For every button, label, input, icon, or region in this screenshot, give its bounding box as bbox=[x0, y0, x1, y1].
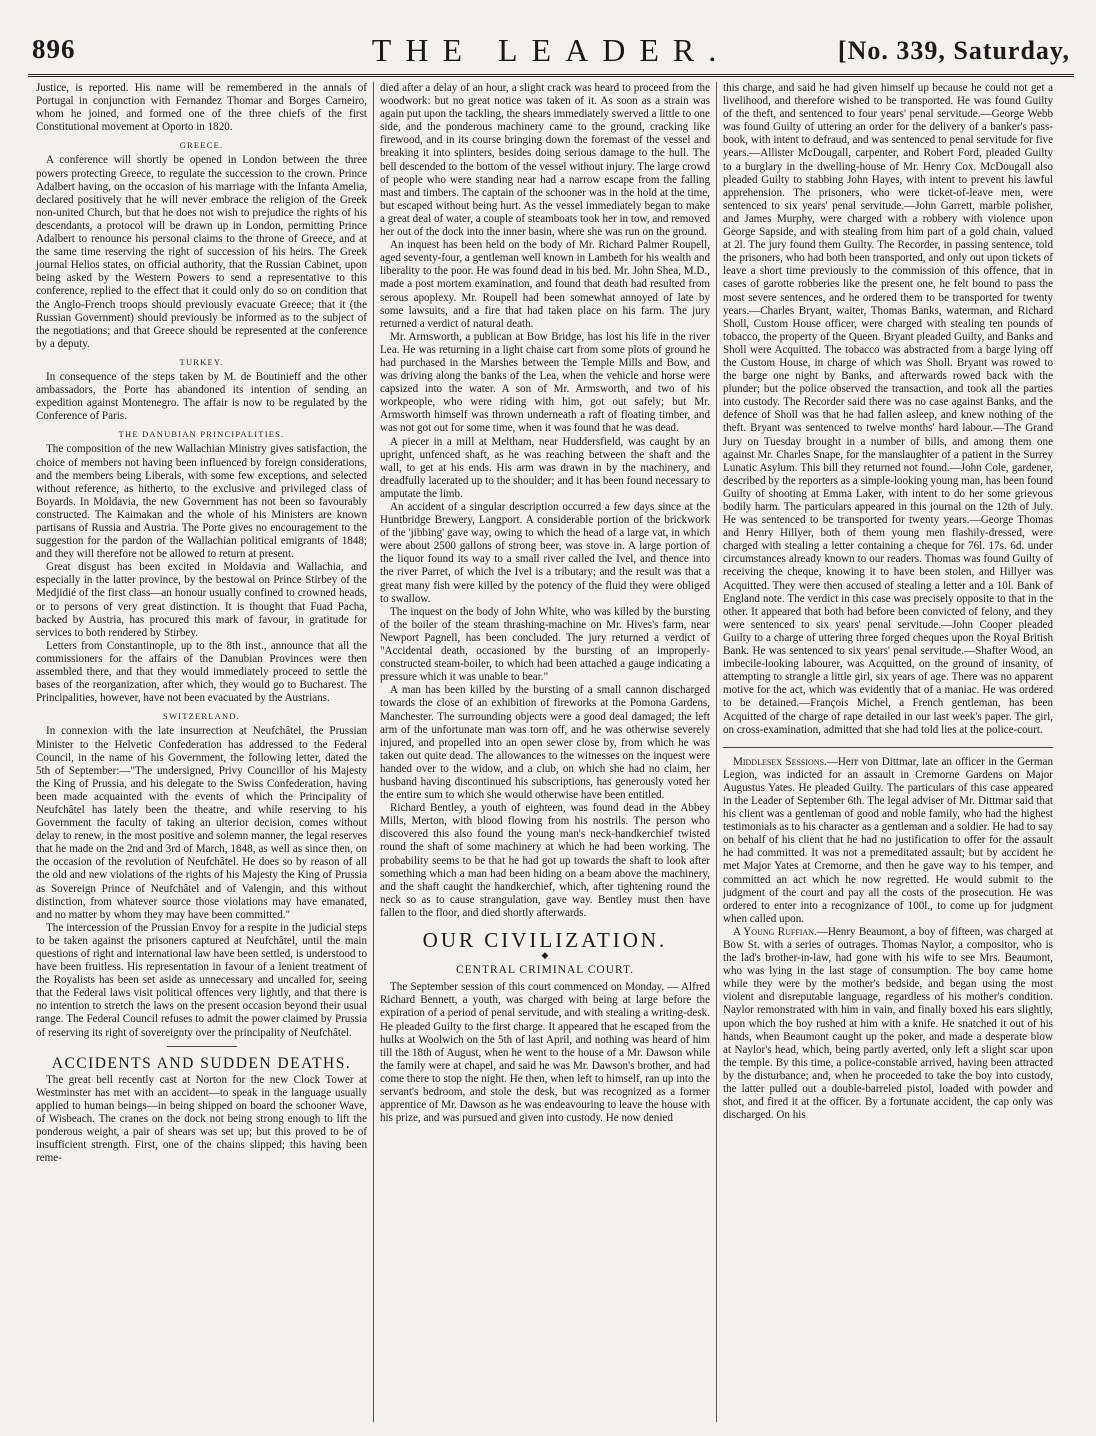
newspaper-title: THE LEADER. bbox=[371, 32, 731, 68]
paragraph-armsworth: Mr. Armsworth, a publican at Bow Bridge, has lost his life in the river Lea. He was returning in a light chaise cart from some plots of ground he had purchased in the Marshes between the Temple Mills and Bow, and was driving along the banks of the Lea, when the vehicle and horse were capsized into the water. A son of Mr. Armsworth, and two of his workpeople, who were riding with him, got out safely; but Mr. Armsworth himself was thrown underneath a raft of floating timber, and was not got out for some time, when it was found that he was dead. bbox=[380, 330, 710, 435]
column-3 bbox=[716, 82, 1059, 1422]
paragraph-white: The inquest on the body of John White, who was killed by the bursting of the boiler of the steam thrashing-machine on Mr. Hives's farm, near Newport Pagnell, has been concluded. The jury returned a verdict of "Accidental death, occasioned by the bursting of an improperly-constructed steam-boiler, to which had been attached a gauge indicating a pressure which it was unable to bear." bbox=[380, 605, 710, 684]
page-number: 896 bbox=[32, 34, 76, 64]
heading-turkey: TURKEY. bbox=[179, 356, 224, 367]
paragraph-bentley: Richard Bentley, a youth of eighteen, was found dead in the Abbey Mills, Merton, with blood flowing from his nostrils. The person who discovered this also found the young man's neck-handkerchief twisted round the shaft of some machinery at which he had been working. The probability seems to be that he had got up towards the shaft to look after something which a man had been hiding on a beam above the machinery, and the shaft caught the handkerchief, which, after tightening round the neck so as to cause strangulation, gave way. Bentley must then have fallen to the floor, and died shortly afterwards. bbox=[380, 802, 710, 919]
paragraph-danubian-3: Letters from Constantinople, up to the 8th inst., announce that all the commissioners for the affairs of the Danubian Provinces were then assembled there, and that they would immediately proceed to settle the bases of the reorganization, after which, they would go to Bucharest. The Principalities, however, have not been evacuated by the Austrians. bbox=[36, 639, 367, 705]
section-divider bbox=[167, 1046, 237, 1047]
heading-central-criminal-court: CENTRAL CRIMINAL COURT. bbox=[455, 964, 635, 977]
paragraph-bell: died after a delay of an hour, a slight crack was heard to proceed from the woodwork: but no great notice was taken of it. As soon as a strain was again put upon the tackling, the shears immediately swerved a little to one side, and the ponderous machinery came to the ground, cracking like firewood, and in its course bringing down the foremast of the vessel and breaking it into splinters, besides doing serious damage to the hull. The bell descended to the bottom of the vessel without injury. The large crowd of people who were standing near had a narrow escape from the falling mast and timbers. The captain of the schooner was in the hold at the time, but escaped without being hurt. As the vessel immediately began to make a great deal of water, a couple of steamboats took her in tow, and removed her out of the dock into the inner basin, where she was run on the ground. bbox=[380, 82, 710, 239]
paragraph-greece: A conference will shortly be opened in London between the three powers protecting Greece, to regulate the succession to the crown. Prince Adalbert having, on the occasion of his marriage with the Infanta Amelia, declared positively that he will never embrace the religion of the Greek non-united Church, but that he does not wish to prejudice the rights of his descendants, a protocol will be drawn up in London, permitting Prince Adalbert to renounce his personal claims to the throne of Greece, and at the same time reserving the right of succession of his heirs. The Greek journal Helios states, on official authority, that the Russian Cabinet, upon being asked by the Western Powers to send a representative to this conference, replied to the effect that it could only do so on condition that the Anglo-French troops should previously evacuate Greece; that it (the Russian Government) should previously be informed as to the subject of the negotiations; and that Greece should be represented at the conference by a deputy. bbox=[36, 154, 367, 350]
paragraph-turkey: In consequence of the steps taken by M. de Boutinieff and the other ambassadors, the Porte has abandoned its intention of sending an expedition against Montenegro. The affair is now to be regulated by the Conference of Paris. bbox=[36, 370, 367, 423]
paragraph-cannon: A man has been killed by the bursting of a small cannon discharged towards the close of an exhibition of fireworks at the Pomona Gardens, Manchester. The surrounding objects were a good deal damaged; the left arm of the unfortunate man was torn off, and he was otherwise severely injured, and propelled into an open sewer close by, from which he was taken out quite dead. The allowances to the witnesses on the inquest were handed over to the widow, and a club, on which she had no claim, her husband having discontinued his subscriptions, has generously voted her the entire sum to which she would otherwise have been entitled. bbox=[380, 684, 710, 802]
article-columns bbox=[30, 82, 1072, 1422]
paragraph-roupell: An inquest has been held on the body of Mr. Richard Palmer Roupell, aged seventy-four, a gentleman well known in Lambeth for his wealth and liberality to the poor. He was found dead in his bed. Mr. John Shea, M.D., made a post mortem examination, and found that death had resulted from serous apoplexy. Mr. Roupell had been somewhat annoyed of late by some lawsuits, and a fire that had taken place on his farm. The jury returned a verdict of natural death. bbox=[380, 239, 710, 330]
paragraph-court: The September session of this court commenced on Monday. — Alfred Richard Bennett, a youth, was charged with being at large before the expiration of a period of penal servitude, and with stealing a writing-desk. He pleaded Guilty to the first charge. It appeared that he escaped from the hulks at Woolwich on the 5th of last April, and nothing was heard of him till the 18th of August, when he went to the house of a Mr. Dawson while the family were at chapel, and said he was Mr. Dawson's brother, and had come there to stop the night. He then, when left to himself, ran up into the servant's bedroom, and stole the desk, but was recognized as a former apprentice of Mr. Dawson as he was endeavouring to leave the house with his prize, and was pursued and given into custody. He now denied bbox=[380, 981, 710, 1125]
paragraph-switzerland-2: The intercession of the Prussian Envoy for a respite in the judicial steps to be taken against the prisoners captured at Neufchâtel, until the main questions of right and international law have been settled, is understood to have been fruitless. His representation in favour of a lenient treatment of the Royalists has been set aside as unnecessary and uncalled for, seeing that the Federal laws visit political offences very lightly, and that there is no intention to stretch the laws on the present occasion beyond their usual range. The Federal Council refuses to admit the power claimed by Prussia of reserving its right of sovereignty over the principality of Neufchâtel. bbox=[36, 921, 367, 1039]
paragraph-middlesex bbox=[723, 756, 1053, 926]
ruffian-body: —Henry Beaumont, a boy of fifteen, was charged at Bow St. with a series of outrages. Thomas Naylor, a compositor, who is the lad's brother-in-law, had gone with his wife to see Mrs. Beaumont, who was lying in the last stage of consumption. The boy came home while they were by the mother's bedside, and began using the most violent and disreputable language, regardless of his mother's condition. Naylor remonstrated with him in vain, and finally boxed his ears slightly, upon which the boy rushed at him with a knife. He snatched it out of his hands, when Beaumont caught up the poker, and made a desperate blow at Naylor's head, which, being partly averted, only left a slight scar upon the temple. By this time, a police-constable arrived, having been attracted by the disturbance; and, when he proceeded to take the boy into custody, the latter pulled out a double-barreled pistol, loaded with powder and shot, and fired it at the officer. By a fortunate accident, the cap only was discharged. On his bbox=[723, 925, 1053, 1122]
paragraph-switzerland-1: In connexion with the late insurrection at Neufchâtel, the Prussian Minister to the Helvetic Confederation has addressed to the Federal Council, in the name of his Government, the following letter, dated the 5th of September:—"The undersigned, Privy Councillor of his Majesty the King of Prussia, and his delegate to the Swiss Confederation, having been made acquainted with the events of which the Principality of Neufchâtel has lately been the theatre, and while reserving to his Government the faculty of taking an ulterior decision, comes without delay to renew, in the most positive and solemn manner, the legal reserves that he made on the 2nd and 3rd of March, 1848, as well as since then, on the occasion of the revolution of Neufchâtel. He does so by reason of all the old and new violations of the rights of his Majesty the King of Prussia as Sovereign Prince of Neufchâtel and of Valengin, and this without distinction, from whatever source those violations may have emanated, and no matter by whom they may have been committed." bbox=[36, 725, 367, 921]
heading-greece: GREECE. bbox=[179, 140, 224, 151]
paragraph-court-continued: this charge, and said he had given himself up because he could not get a livelihood, and therefore wished to be transported. He was found Guilty of the theft, and sentenced to four years' penal servitude.—George Webb was found Guilty of uttering an order for the delivery of a banker's pass-book, with intent to defraud, and was sentenced to penal servitude for five years.—Allister McDougall, carpenter, and Robert Ford, pleaded Guilty to a burglary in the dwelling-house of Mr. Henry Cox. McDougall also pleaded Guilty to stabbing John Hayes, with intent to prevent his lawful apprehension. The prisoners, who were ticket-of-leave men, were sentenced to six years' penal servitude.—John Garrett, marble polisher, and James Murphy, were charged with a robbery with violence upon George Sapside, and with stealing from him part of a gold chain, valued at 2l. The jury found them Guilty. The Recorder, in passing sentence, told the prisoners, who had both been transported, and only out upon tickets of leave a short time previously to the commission of this offence, that in cases of garotte robberies like the present one, he felt bound to pass the most severe sentences, and he ordered them to be transported for twenty years.—Charles Bryant, waiter, Thomas Banks, waterman, and Richard Sholl, Custom House officer, were charged with stealing ten pounds of tobacco, the property of the Queen. Bryant pleaded Guilty, and Banks and Sholl were Acquitted. The tobacco was abstracted from a barge lying off the Custom House, in charge of which was Sholl. Bryant was rowed to the barge one night by Banks, and afterwards rowed back with the plunder; but the police observed the transaction, and took all the parties into custody. The Recorder said there was no case against Banks, and the defence of Sholl was that he had fallen asleep, and knew nothing of the theft. Bryant was sentenced to twelve months' hard labour.—The Grand Jury on Tuesday brought in a number of bills, and among them one against Mr. Charles Snape, for the manslaughter of a patient in the Surrey Lunatic Asylum. This bill they returned not found.—John Cole, gardener, described by the reporters as a simple-looking young man, has been found Guilty of shooting at Emma Laker, with intent to do her some grievous bodily harm. The particulars appeared in this journal on the 12th of July. He was sentenced to be transported for twenty years.—George Thomas and Henry Hillyer, both of them young men flashily-dressed, were charged with stealing a letter containing a cheque for 76l. 17s. 6d. under circumstances already known to our readers. Thomas was found Guilty of receiving the cheque, knowing it to have been stolen, and Hillyer was Acquitted. They were then accused of stealing a letter and a 10l. Bank of England note. The verdict in this case was precisely opposite to that in the other. It appeared that both had before been convicted of felony, and they were sentenced to six years' penal servitude.—John Cooper pleaded Guilty to a charge of uttering three forged cheques upon the Royal British Bank. He was sentenced to six years' penal servitude.—Shafter Wood, an imbecile-looking labourer, was Acquitted, on the ground of insanity, of attempting to strangle a little girl, six years of age. There was no apparent motive for the act, which was evidently that of a maniac. He was ordered to be detained.—François Michel, a French gentleman, has been Acquitted of the charge of rape detailed in our last week's paper. The girl, on cross-examination, admitted that she had told lies at the police-court. bbox=[723, 82, 1053, 736]
heading-danubian: THE DANUBIAN PRINCIPALITIES. bbox=[118, 429, 285, 440]
section-divider bbox=[723, 747, 1053, 748]
page-header bbox=[28, 28, 1074, 77]
paragraph-danubian-2: Great disgust has been excited in Moldavia and Wallachia, and especially in the latter province, by the bestowal on Prince Stirbey of the Medjidié of the first class—an honour usually confined to crowned heads, or to persons of very great distinction. It is thought that Fuad Pacha, backed by Austria, has procured this mark of favour, in gratitude for services to both rendered by Stirbey. bbox=[36, 561, 367, 639]
paragraph-accidents: The great bell recently cast at Norton for the new Clock Tower at Westminster has met with an accident—to speak in the language usually applied to human beings—in being shipped on board the schooner Wave, of Wisbeach. The cranes on the dock not being strong enough to lift the ponderous weight, a pair of shears was set up; but this proved to be of insufficient strength. First, one of the chains slipped; this having been reme- bbox=[36, 1073, 367, 1165]
column-1 bbox=[30, 82, 373, 1422]
issue-info: [No. 339, Saturday, bbox=[837, 36, 1070, 65]
heading-switzerland: SWITZERLAND. bbox=[163, 711, 240, 722]
middlesex-body: —Herr von Dittmar, late an officer in the German Legion, was indicted for an assault in Cremorne Gardens on Major Augustus Yates. He pleaded Guilty. The particulars of this case appeared in the Leader of September 6th. The legal adviser of Mr. Dittmar said that his client was a gentleman of good and noble family, who had the highest testimonials as to his character as a gentleman and a soldier. He had to say on behalf of his client that he had no justification to offer for the assault he had committed. It was not a premeditated assault; but by accident he met Major Yates at Cremorne, and then he gave way to his temper, and committed an act which he now regretted. He would submit to the judgment of the court and pay all the costs of the prosecution. He was ordered to enter into a recognizance of 100l., to come up for judgment when called upon. bbox=[723, 755, 1053, 925]
ruffian-lead: A Young Ruffian. bbox=[733, 925, 817, 938]
paragraph-danubian-1: The composition of the new Wallachian Ministry gives satisfaction, the choice of members not having been influenced by foreign considerations, and the members being Liberals, with some few exceptions, and selected without reference, as hitherto, to the exclusive and privileged class of Boyards. In Moldavia, the new Government has not been so favourably constructed. The Kaimakan and the whole of his Ministers are known partisans of Russia and Austria. The Porte gives no encouragement to the suggestion for the pardon of the Wallachian political emigrants of 1848; and they will therefore not be allowed to return at present. bbox=[36, 443, 367, 561]
paragraph-meltham: A piecer in a mill at Meltham, near Huddersfield, was caught by an upright, unfenced shaft, as he was reaching between the shaft and the wall, to get at his ends. His arm was drawn in by the machinery, and dreadfully lacerated up to the shoulder; and it has been found necessary to amputate the limb. bbox=[380, 435, 710, 500]
column-2 bbox=[373, 82, 716, 1422]
diamond-ornament-icon: ◆ bbox=[541, 950, 549, 961]
paragraph-portugal: Justice, is reported. His name will be remembered in the annals of Portugal in conjunction with Fernandez Thomar and Borges Carneiro, whom he joined, and formed one of the three chiefs of the first Constitutional movement at Oporto in 1820. bbox=[36, 82, 367, 134]
middlesex-lead: Middlesex Sessions. bbox=[733, 755, 827, 768]
paragraph-langport: An accident of a singular description occurred a few days since at the Huntbridge Brewery, Langport. A considerable portion of the brickwork of the 'jibbing' gave way, owing to which the head of a large vat, in which were about 2500 gallons of strong beer, was stove in. A large portion of the liquor found its way to a small river called the Ivel, and thence into the river Parret, of which the Ivel is a tributary; and the result was that a great many fish were killed by the potency of the fluid they were obliged to swallow. bbox=[380, 501, 710, 605]
heading-accidents: ACCIDENTS AND SUDDEN DEATHS. bbox=[51, 1054, 352, 1072]
heading-our-civilization: OUR CIVILIZATION. bbox=[422, 928, 668, 952]
paragraph-ruffian bbox=[723, 926, 1053, 1122]
